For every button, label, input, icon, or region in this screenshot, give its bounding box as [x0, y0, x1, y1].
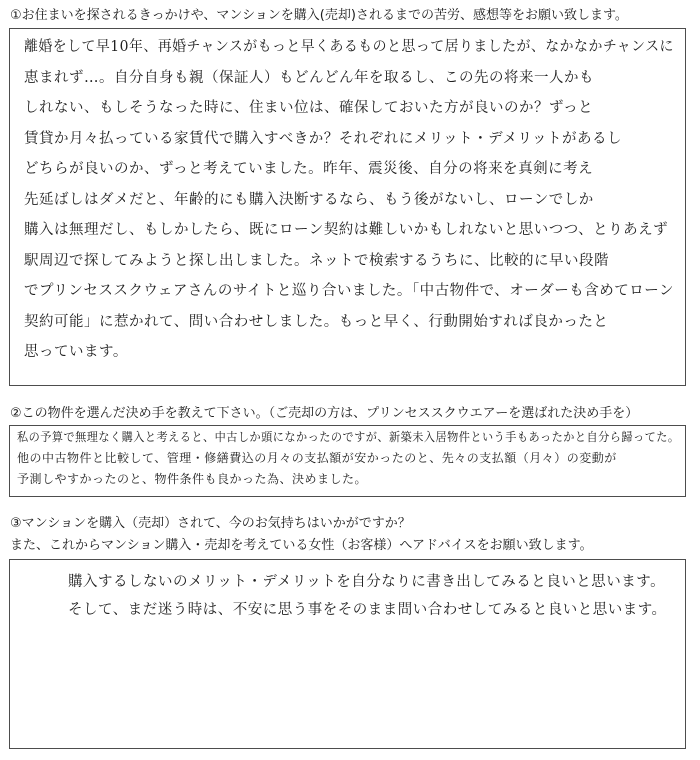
answer-line: 予測しやすかったのと、物件条件も良かった為、決めました。	[17, 472, 368, 486]
answer-line: どちらが良いのか、ずっと考えていました。昨年、震災後、自分の将来を真剣に考え	[24, 161, 594, 177]
answer-box-3	[9, 559, 686, 749]
answer-line: 思っています。	[24, 344, 128, 360]
answer-box-1	[9, 28, 686, 386]
question-3-line-1: ③マンションを購入（売却）されて、今のお気持ちはいかがですか？	[10, 516, 411, 531]
answer-line: 駅周辺で探してみようと探し出しました。ネットで検索するうちに、比較的に早い段階	[24, 252, 609, 269]
answer-line: 契約可能」に惹かれて、問い合わせしました。もっと早く、行動開始すれば良かったと	[24, 313, 609, 330]
question-3-line-2: また、これからマンション購入・売却を考えている女性（お客様）へアドバイスをお願い致します。	[10, 538, 593, 553]
question-2: ②この物件を選んだ決め手を教えて下さい。（ご売却の方は、プリンセススクウエアーを選ばれた決め手を）	[10, 406, 639, 421]
answer-box-2	[9, 425, 686, 497]
answer-line: でプリンセススクウェアさんのサイトと巡り合いました。「中古物件で、オーダーも含めてローン	[24, 283, 674, 299]
answer-line: そして、まだ迷う時は、不安に思う事をそのまま問い合わせしてみると良いと思います。	[68, 602, 667, 618]
answer-line: 離婚をして早10年、再婚チャンスがもっと早くあるものと思って居りましたが、なかなかチャンスに	[24, 39, 674, 55]
answer-line: 先延ばしはダメだと、年齢的にも購入決断するなら、もう後がないし、ローンでしか	[24, 191, 594, 208]
answer-line: 私の予算で無理なく購入と考えると、中古しか頭になかったのですが、新築未入居物件という手もあったかと自分ら歸ってた。	[17, 430, 680, 444]
answer-line: 購入するしないのメリット・デメリットを自分なりに書き出してみると良いと思います。	[68, 574, 666, 590]
answer-line: 購入は無理だし、もしかしたら、既にローン契約は難しいかもしれないと思いつつ、とりあえず	[24, 222, 669, 238]
question-1: ①お住まいを探されるきっかけや、マンションを購入(売却)されるまでの苦労、感想等をお願い致します。	[10, 8, 628, 23]
answer-line: 賃貸か月々払っている家賃代で購入すべきか？それぞれにメリット・デメリットがあるし	[24, 130, 622, 147]
answer-line: 他の中古物件と比較して、管理・修繕費込の月々の支払額が安かったのと、先々の支払額（月々）の変動が	[17, 451, 617, 465]
answer-line: しれない、もしそうなった時に、住まい位は、確保しておいた方が良いのか？ずっと	[24, 100, 594, 116]
answer-line: 恵まれず…。自分自身も親（保証人）もどんどん年を取るし、この先の将来一人かも	[24, 69, 594, 86]
